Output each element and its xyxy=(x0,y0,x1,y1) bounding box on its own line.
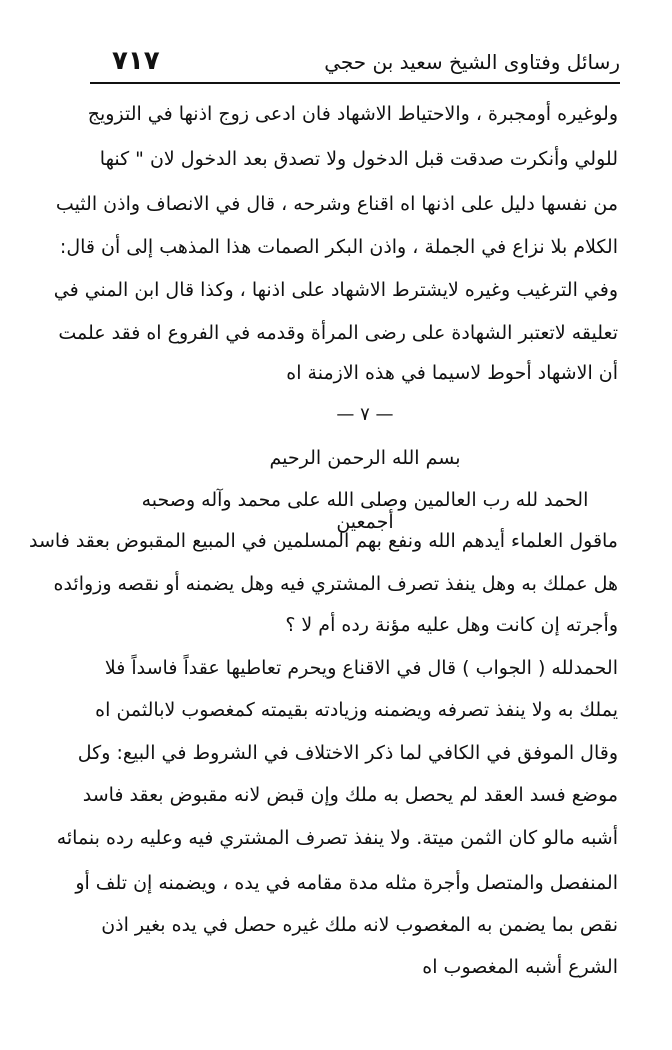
answer-line: أشبه مالو كان الثمن ميتة. ولا ينفذ تصرف المشتري فيه وعليه رده بنمائه xyxy=(56,827,618,849)
body-line: وفي الترغيب وغيره لايشترط الاشهاد على اذنها ، وكذا قال ابن المني في xyxy=(53,279,618,301)
running-title: رسائل وفتاوى الشيخ سعيد بن حجي xyxy=(324,50,620,74)
section-number: — ٧ — xyxy=(336,404,394,425)
body-line: ولوغيره أومجبرة ، والاحتياط الاشهاد فان ادعى زوج اذنها في التزويج xyxy=(87,103,618,125)
question-line: وأجرته إن كانت وهل عليه مؤنة رده أم لا ؟ xyxy=(285,614,618,636)
answer-line: وقال الموفق في الكافي لما ذكر الاختلاف في الشروط في البيع: وكل xyxy=(77,742,618,764)
page-header xyxy=(90,44,620,84)
body-line: الكلام بلا نزاع في الجملة ، واذن البكر الصمات هذا المذهب إلى أن قال: xyxy=(59,236,618,258)
header-divider xyxy=(90,82,620,84)
answer-line: موضع فسد العقد لم يحصل به ملك وإن قبض لانه مقبوض بعقد فاسد xyxy=(82,784,618,806)
answer-line: يملك به ولا ينفذ تصرفه ويضمنه وزيادته بقيمته كمغصوب لابالثمن اه xyxy=(95,699,618,721)
basmala: بسم الله الرحمن الرحيم xyxy=(269,447,461,469)
answer-line: المنفصل والمتصل وأجرة مثله مدة مقامه في يده ، ويضمنه إن تلف أو xyxy=(75,872,618,894)
page-number: ٧١٧ xyxy=(112,46,160,76)
answer-line: الحمدلله ( الجواب ) قال في الاقناع ويحرم تعاطيها عقداً فاسداً فلا xyxy=(104,657,618,679)
answer-line: نقص بما يضمن به المغصوب لانه ملك غيره حصل في يده بغير اذن xyxy=(101,914,618,936)
body-line: أن الاشهاد أحوط لاسيما في هذه الازمنة اه xyxy=(286,362,618,384)
praise-line: الحمد لله رب العالمين وصلى الله على محمد وآله وصحبه أجمعين xyxy=(141,489,589,533)
body-line: تعليقه لاتعتبر الشهادة على رضى المرأة وقدمه في الفروع اه فقد علمت xyxy=(58,322,618,344)
body-line: من نفسها دليل على اذنها اه اقناع وشرحه ، قال في الانصاف واذن الثيب xyxy=(55,193,618,215)
question-line: ماقول العلماء أيدهم الله ونفع بهم المسلمين في المبيع المقبوض بعقد فاسد xyxy=(29,530,618,552)
question-line: هل عملك به وهل ينفذ تصرف المشتري فيه وهل يضمنه أو نقصه وزوائده xyxy=(53,573,618,595)
answer-line: الشرع أشبه المغصوب اه xyxy=(422,956,618,978)
body-line: للولي وأنكرت صدقت قبل الدخول ولا تصدق بعد الدخول لان " كنها xyxy=(99,148,618,170)
